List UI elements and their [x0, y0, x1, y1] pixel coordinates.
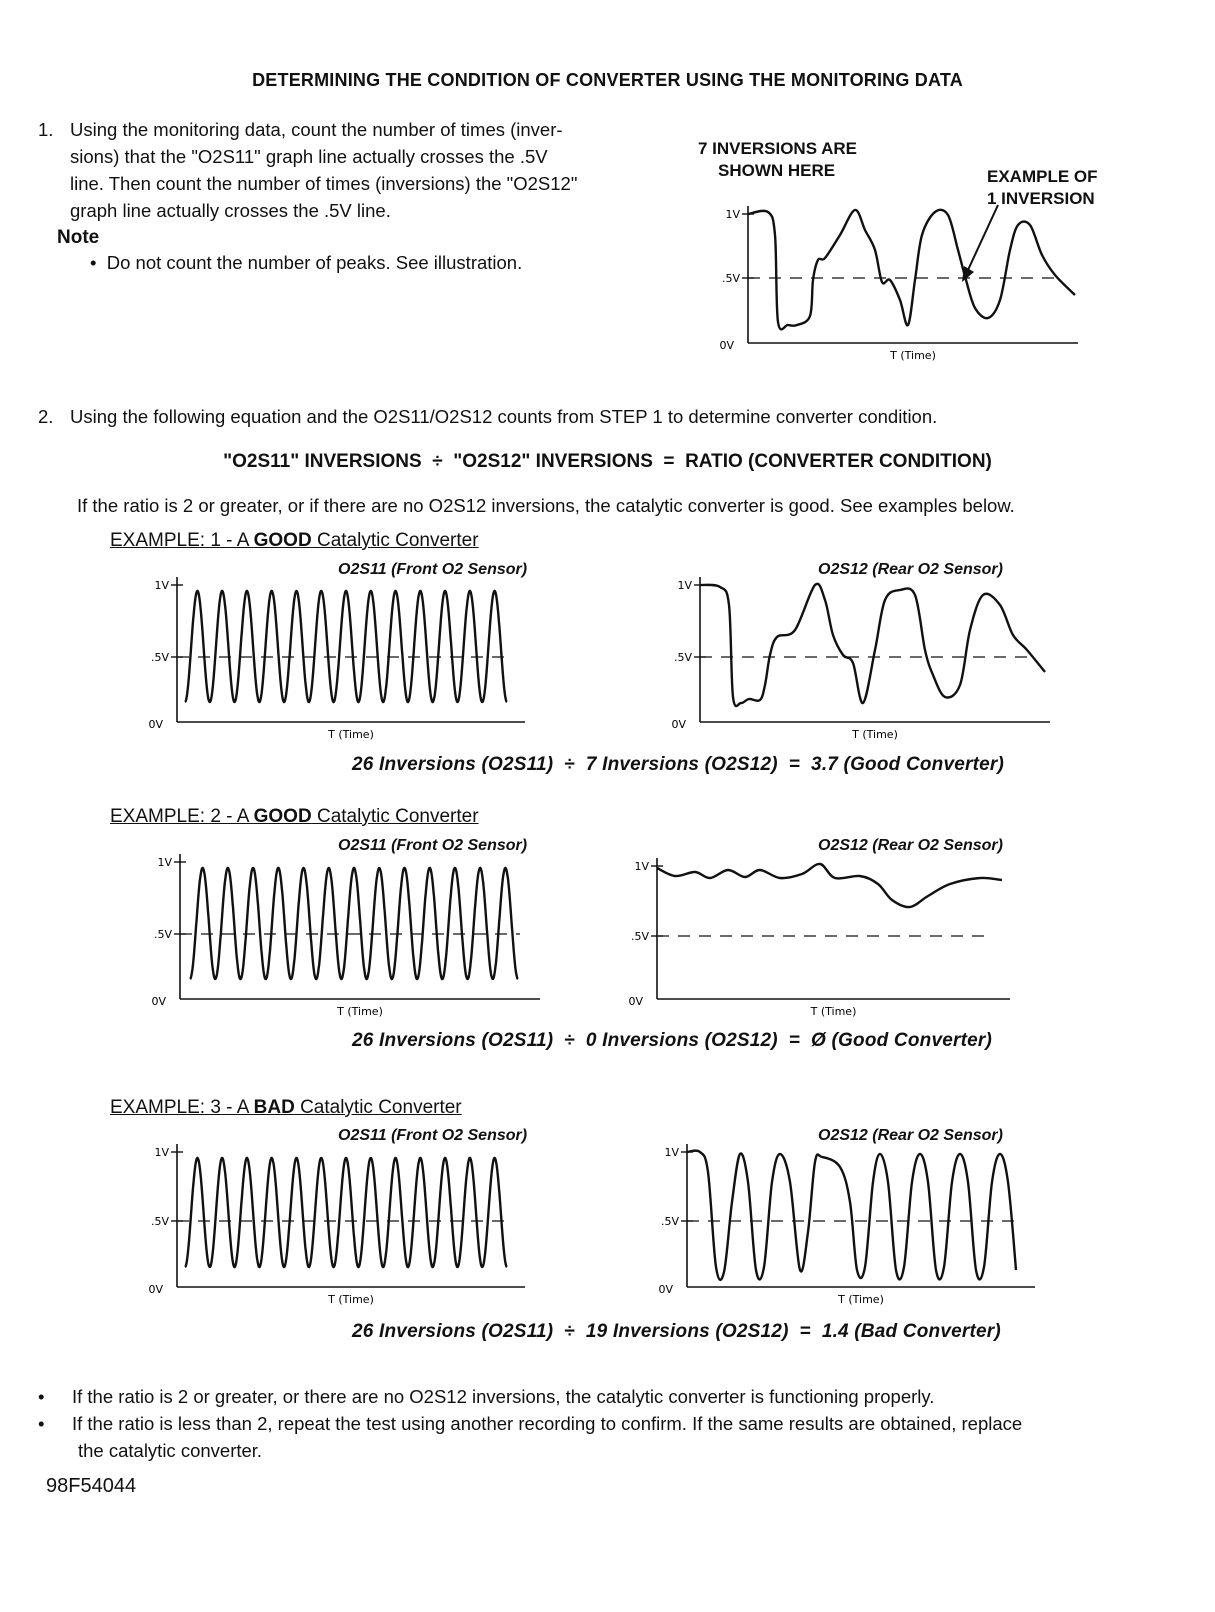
step1-line-3: line. Then count the number of times (inversions) the "O2S12"	[70, 173, 578, 194]
example-1-front-graph	[140, 575, 540, 750]
voltage-trace	[185, 591, 507, 702]
inversion-example-line-1: EXAMPLE OF	[987, 167, 1098, 186]
example-2-label: EXAMPLE: 2 - A GOOD Catalytic Converter	[110, 806, 479, 827]
conclusion-bullet-2: • If the ratio is less than 2, repeat the test using another recording to confirm. If the same results are obtained, replace	[38, 1410, 1198, 1437]
note-bullet-text: Do not count the number of peaks. See illustration.	[106, 252, 523, 273]
conclusion-bullet-2-cont: the catalytic converter.	[78, 1440, 263, 1461]
voltage-trace	[190, 868, 518, 979]
x-label-time: T (Time)	[328, 1293, 374, 1306]
x-label-time: T (Time)	[328, 728, 374, 741]
document-code: 98F54044	[46, 1475, 137, 1497]
step1-line-4: graph line actually crosses the .5V line.	[70, 200, 391, 221]
o2s12-trace	[687, 1151, 1016, 1280]
example-3-front-graph	[140, 1142, 540, 1317]
y-label-half-volt: .5V	[673, 651, 692, 664]
voltage-trace	[185, 1158, 507, 1267]
y-label-1v: 1V	[677, 579, 692, 592]
y-label-0v: 0V	[628, 995, 643, 1008]
ratio-rule: If the ratio is 2 or greater, or if there are no O2S12 inversions, the catalytic converter is good. See examples below.	[77, 495, 1015, 516]
y-label-half-volt: .5V	[153, 928, 172, 941]
inversion-example-line-2: 1 INVERSION	[987, 189, 1095, 208]
inversion-illustration-graph	[700, 190, 1100, 370]
step1-line-2: sions) that the "O2S11" graph line actually crosses the .5V	[70, 146, 548, 167]
step1-number: 1.	[38, 119, 54, 140]
y-label-0v: 0V	[719, 339, 734, 352]
y-label-1v: 1V	[634, 860, 649, 873]
page-title: DETERMINING THE CONDITION OF CONVERTER USING THE MONITORING DATA	[252, 70, 963, 90]
bullet-dot-icon: •	[38, 1413, 45, 1434]
y-label-half-volt: .5V	[630, 930, 649, 943]
y-label-0v: 0V	[148, 718, 163, 731]
illustration-caption-line-1: 7 INVERSIONS ARE	[698, 139, 858, 158]
example-3-rear-title: O2S12 (Rear O2 Sensor)	[818, 1127, 1003, 1144]
o2s12-trace	[700, 584, 1045, 706]
conclusion-bullets	[38, 1383, 1198, 1464]
y-label-half-volt: .5V	[150, 1215, 169, 1228]
example-1-front-title: O2S11 (Front O2 Sensor)	[338, 561, 528, 578]
example-2-front-graph	[150, 852, 550, 1027]
example-1-result: 26 Inversions (O2S11) ÷ 7 Inversions (O2S12) = 3.7 (Good Converter)	[352, 754, 1005, 775]
y-label-half-volt: .5V	[721, 272, 740, 285]
example-2-front-title: O2S11 (Front O2 Sensor)	[338, 837, 528, 854]
example-2-rear-graph	[620, 852, 1020, 1027]
x-label-time: T (Time)	[810, 1005, 857, 1018]
example-1-label: EXAMPLE: 1 - A GOOD Catalytic Converter	[110, 530, 479, 551]
step2-number: 2.	[38, 406, 54, 427]
note-heading: Note	[57, 227, 100, 248]
example-3-result: 26 Inversions (O2S11) ÷ 19 Inversions (O2S12) = 1.4 (Bad Converter)	[352, 1321, 1001, 1342]
step2-text: Using the following equation and the O2S11/O2S12 counts from STEP 1 to determine converter condition.	[70, 406, 938, 427]
example-1-rear-graph	[665, 575, 1065, 750]
example-3-label: EXAMPLE: 3 - A BAD Catalytic Converter	[110, 1097, 462, 1118]
conclusion-bullet-1: • If the ratio is 2 or greater, or there are no O2S12 inversions, the catalytic converter is functioning properly.	[38, 1383, 1198, 1410]
example-3-front-title: O2S11 (Front O2 Sensor)	[338, 1127, 528, 1144]
y-label-0v: 0V	[151, 995, 166, 1008]
x-label-time: T (Time)	[890, 349, 936, 362]
illustration-caption	[698, 138, 857, 182]
y-label-0v: 0V	[658, 1283, 673, 1296]
x-label-time: T (Time)	[838, 1293, 884, 1306]
example-1-rear-title: O2S12 (Rear O2 Sensor)	[818, 561, 1003, 578]
y-label-1v: 1V	[157, 856, 172, 869]
y-label-1v: 1V	[154, 1146, 169, 1159]
y-label-0v: 0V	[148, 1283, 163, 1296]
y-label-1v: 1V	[154, 579, 169, 592]
example-2-rear-title: O2S12 (Rear O2 Sensor)	[818, 837, 1003, 854]
illustration-caption-line-2: SHOWN HERE	[718, 161, 836, 180]
o2s12-trace	[657, 864, 1002, 907]
x-label-time: T (Time)	[852, 728, 898, 741]
y-label-0v: 0V	[671, 718, 686, 731]
inversion-pointer-arrow	[968, 205, 998, 270]
example-2-result: 26 Inversions (O2S11) ÷ 0 Inversions (O2S12) = Ø (Good Converter)	[352, 1030, 992, 1051]
bullet-dot-icon: •	[90, 252, 107, 273]
y-label-half-volt: .5V	[150, 651, 169, 664]
o2s12-trace	[748, 210, 1075, 330]
step1-text	[70, 116, 670, 224]
y-label-half-volt: .5V	[660, 1215, 679, 1228]
y-label-1v: 1V	[725, 208, 740, 221]
y-label-1v: 1V	[664, 1146, 679, 1159]
example-3-rear-graph	[650, 1142, 1050, 1317]
step1-line-1: Using the monitoring data, count the number of times (inver-	[70, 119, 563, 140]
x-label-time: T (Time)	[337, 1005, 383, 1018]
ratio-equation: "O2S11" INVERSIONS ÷ "O2S12" INVERSIONS = RATIO (CONVERTER CONDITION)	[223, 451, 992, 472]
bullet-dot-icon: •	[38, 1386, 45, 1407]
note-bullet	[90, 252, 522, 274]
